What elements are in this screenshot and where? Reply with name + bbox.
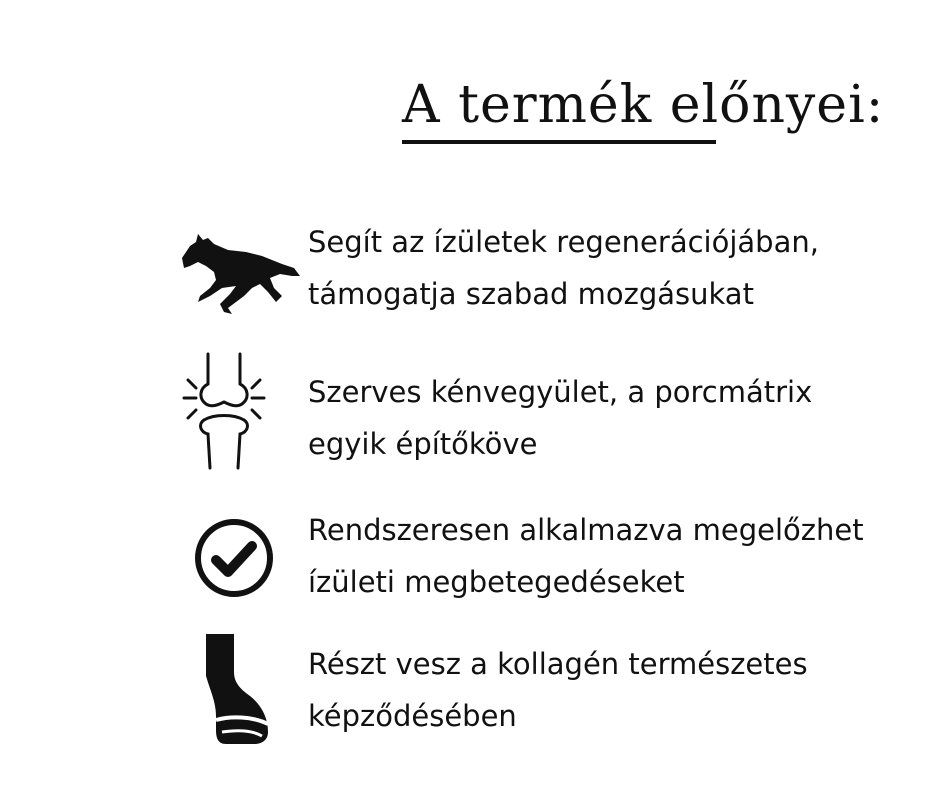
running-horse-icon [170,216,310,336]
benefit-text [308,366,812,470]
benefit-line: Részt vesz a kollagén természetes [308,647,808,681]
benefit-line: támogatja szabad mozgásukat [308,277,754,311]
benefit-item [170,216,890,336]
benefit-text [308,504,864,608]
check-circle-icon [170,504,310,624]
benefit-item [170,504,890,624]
benefit-line: Rendszeresen alkalmazva megelőzhet [308,513,864,547]
knee-joint-icon [170,366,310,486]
horse-hoof-icon [170,638,310,758]
benefit-line: Segít az ízületek regenerációjában, [308,225,819,259]
benefit-line: Szerves kénvegyület, a porcmátrix [308,375,813,409]
page-title: A termék előnyei: [402,75,885,135]
benefit-line: ízületi megbetegedéseket [308,565,685,599]
benefit-item [170,638,890,758]
benefit-text [308,638,808,742]
benefit-text [308,216,819,320]
title-underline [402,140,716,144]
benefit-line: képződésében [308,699,517,733]
benefit-line: egyik építőköve [308,427,538,461]
benefit-item [170,366,890,486]
